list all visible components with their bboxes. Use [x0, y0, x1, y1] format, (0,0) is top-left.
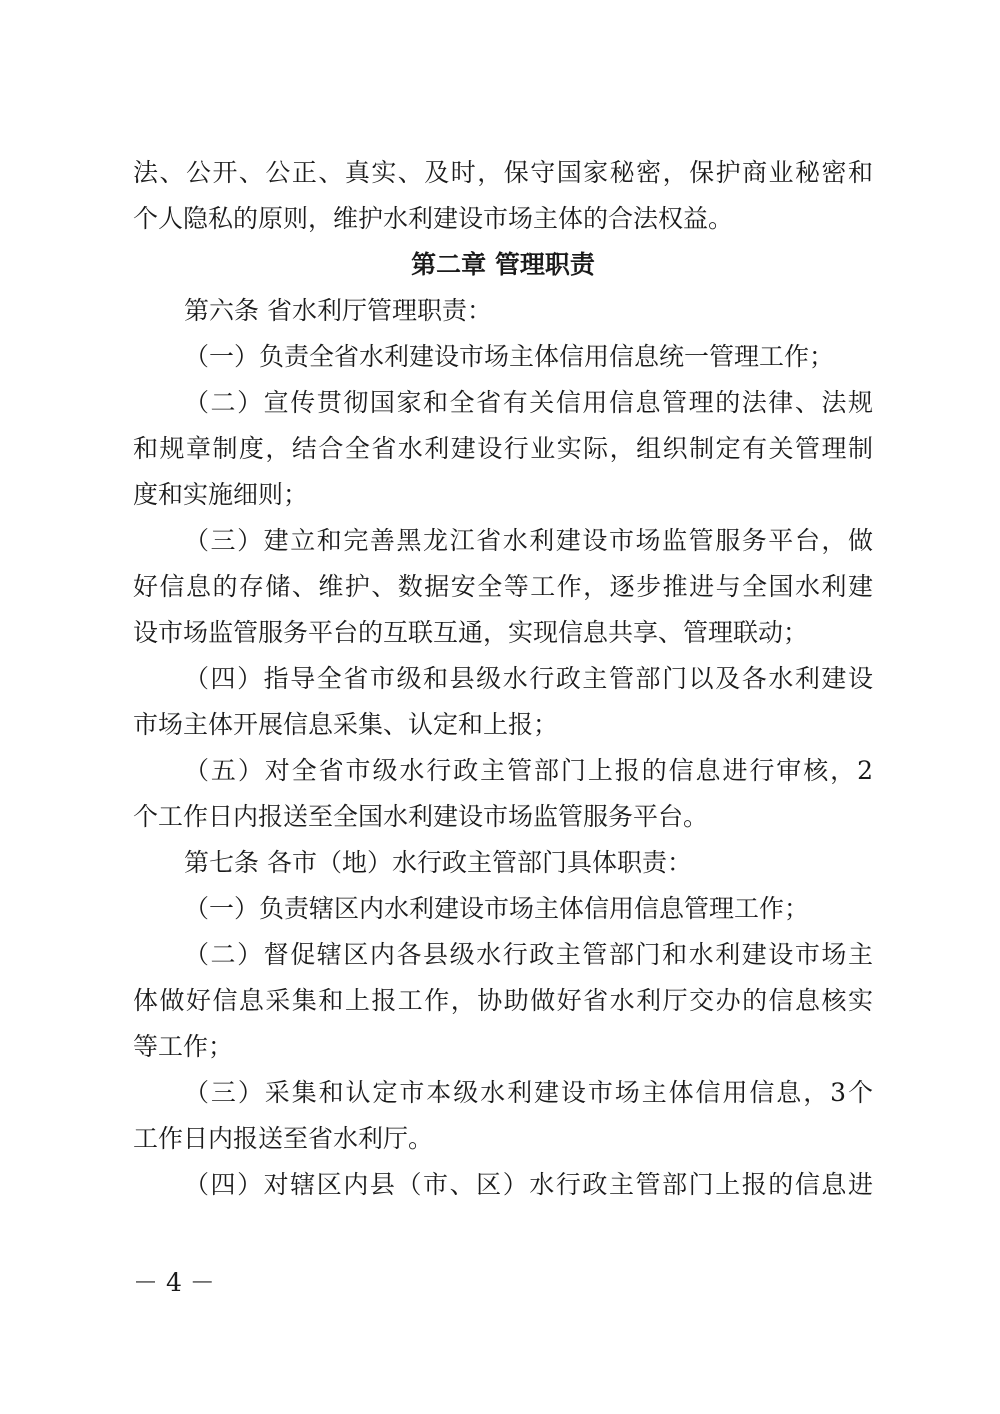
paragraph-line: 法、公开、公正、真实、及时，保守国家秘密，保护商业秘密和	[133, 158, 873, 187]
paragraph-line: 等工作；	[133, 1032, 234, 1061]
paragraph-line: （五）对全省市级水行政主管部门上报的信息进行审核，2	[184, 756, 873, 785]
paragraph-line: 和规章制度，结合全省水利建设行业实际，组织制定有关管理制	[133, 434, 873, 463]
paragraph-line: （二）宣传贯彻国家和全省有关信用信息管理的法律、法规	[184, 388, 873, 417]
paragraph-line: （三）建立和完善黑龙江省水利建设市场监管服务平台，做	[184, 526, 873, 555]
paragraph-line: （四）对辖区内县（市、区）水行政主管部门上报的信息进	[184, 1170, 873, 1199]
paragraph-line: （一）负责全省水利建设市场主体信用信息统一管理工作；	[184, 342, 835, 371]
paragraph-line: 好信息的存储、维护、数据安全等工作，逐步推进与全国水利建	[133, 572, 873, 601]
article-heading: 第七条 各市（地）水行政主管部门具体职责：	[184, 848, 692, 877]
paragraph-line: 个工作日内报送至全国水利建设市场监管服务平台。	[133, 802, 709, 831]
paragraph-line: 市场主体开展信息采集、认定和上报；	[133, 710, 559, 739]
paragraph-line: 设市场监管服务平台的互联互通，实现信息共享、管理联动；	[133, 618, 809, 647]
article-heading: 第六条 省水利厅管理职责：	[184, 296, 492, 325]
document-body	[133, 150, 873, 1208]
page-number: － 4 －	[133, 1268, 215, 1297]
paragraph-line: （二）督促辖区内各县级水行政主管部门和水利建设市场主	[184, 940, 873, 969]
paragraph-line: 度和实施细则；	[133, 480, 309, 509]
paragraph-line: 体做好信息采集和上报工作，协助做好省水利厅交办的信息核实	[133, 986, 873, 1015]
paragraph-line: （三）采集和认定市本级水利建设市场主体信用信息，3个	[184, 1078, 873, 1107]
paragraph-line: （四）指导全省市级和县级水行政主管部门以及各水利建设	[184, 664, 873, 693]
paragraph-line: 工作日内报送至省水利厅。	[133, 1124, 434, 1153]
paragraph-line: 个人隐私的原则，维护水利建设市场主体的合法权益。	[133, 204, 734, 233]
chapter-heading: 第二章 管理职责	[411, 250, 595, 279]
paragraph-line: （一）负责辖区内水利建设市场主体信用信息管理工作；	[184, 894, 810, 923]
